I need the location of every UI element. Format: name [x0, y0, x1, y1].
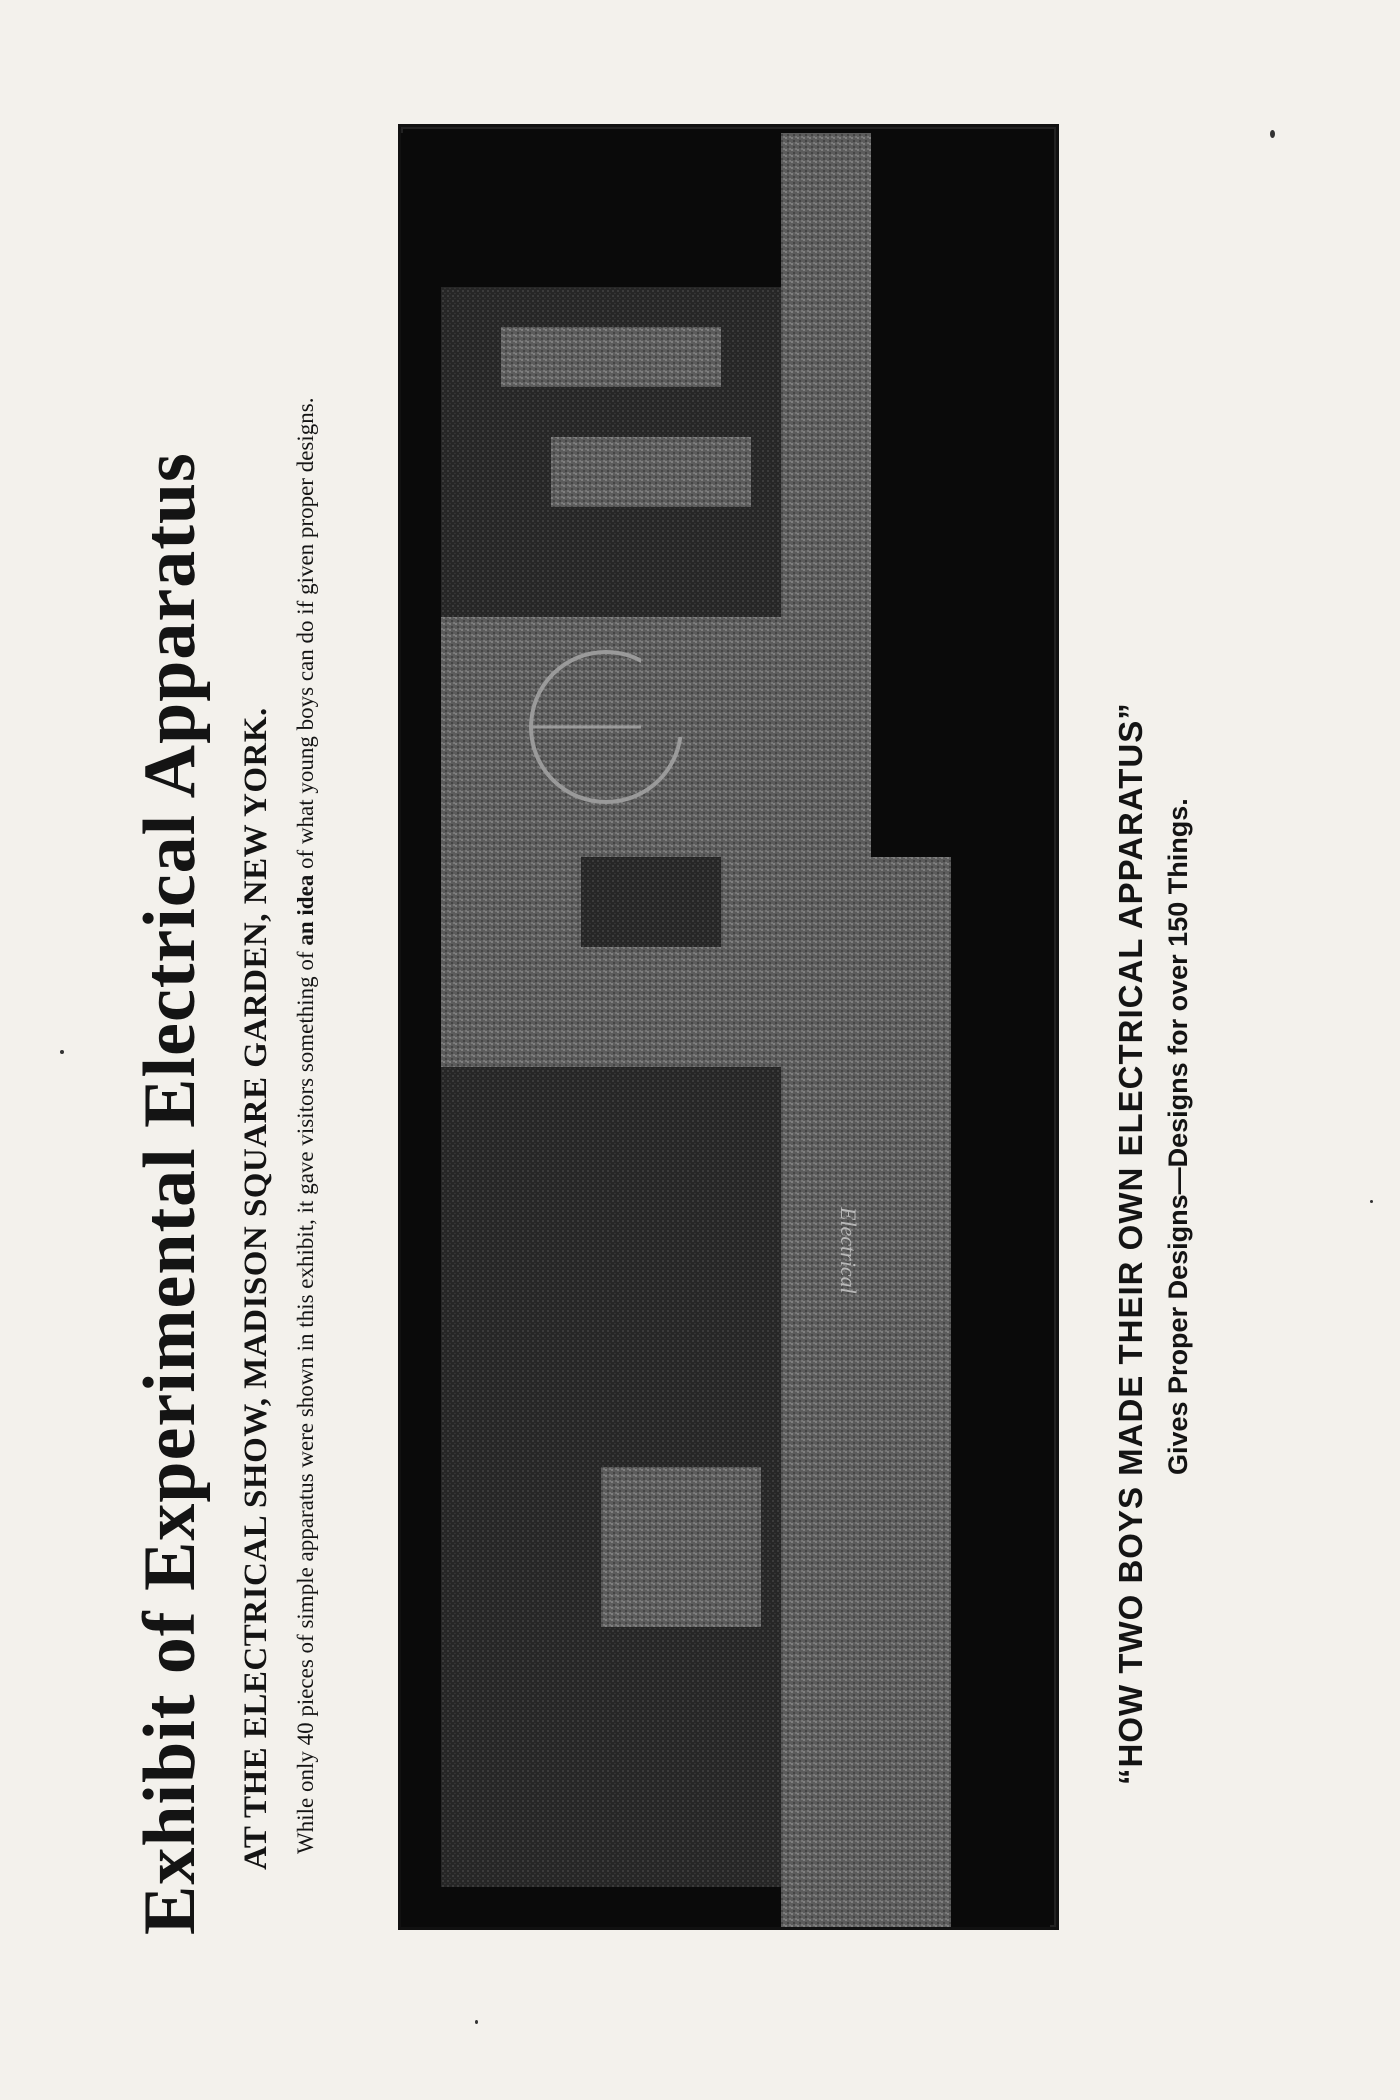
- book-tagline: Gives Proper Designs—Designs for over 150 Things.: [1163, 798, 1193, 1475]
- photo-sign-text: Electrical: [836, 1207, 861, 1294]
- exhibit-photograph: [398, 124, 1059, 1930]
- advertisement-intro: [292, 220, 319, 1960]
- apparatus-coil: [551, 437, 751, 507]
- apparatus-dynamo: [561, 1127, 741, 1327]
- exhibit-photo-illustration: [401, 133, 1050, 1927]
- advertisement-title: Exhibit of Experimental Electrical Apparatus: [129, 452, 211, 1935]
- apparatus-battery: [601, 1467, 761, 1627]
- intro-text: While only 40 pieces of simple apparatus were shown in this exhibit, it gave visitors something of: [293, 951, 318, 1854]
- book-title: “HOW TWO BOYS MADE THEIR OWN ELECTRICAL APPARATUS”: [1112, 702, 1149, 1785]
- exhibit-table-top: [781, 133, 871, 1927]
- apparatus-motor: [501, 327, 721, 387]
- advertisement-subtitle: AT THE ELECTRICAL SHOW, MADISON SQUARE GARDEN, NEW YORK.: [238, 707, 274, 1870]
- intro-bold-text: an idea: [293, 874, 318, 946]
- apparatus-box: [641, 627, 741, 737]
- intro-text-end: of what young boys can do if given proper designs.: [293, 397, 318, 869]
- apparatus-cabinet: [581, 857, 721, 947]
- exhibit-table-front: [871, 857, 951, 1927]
